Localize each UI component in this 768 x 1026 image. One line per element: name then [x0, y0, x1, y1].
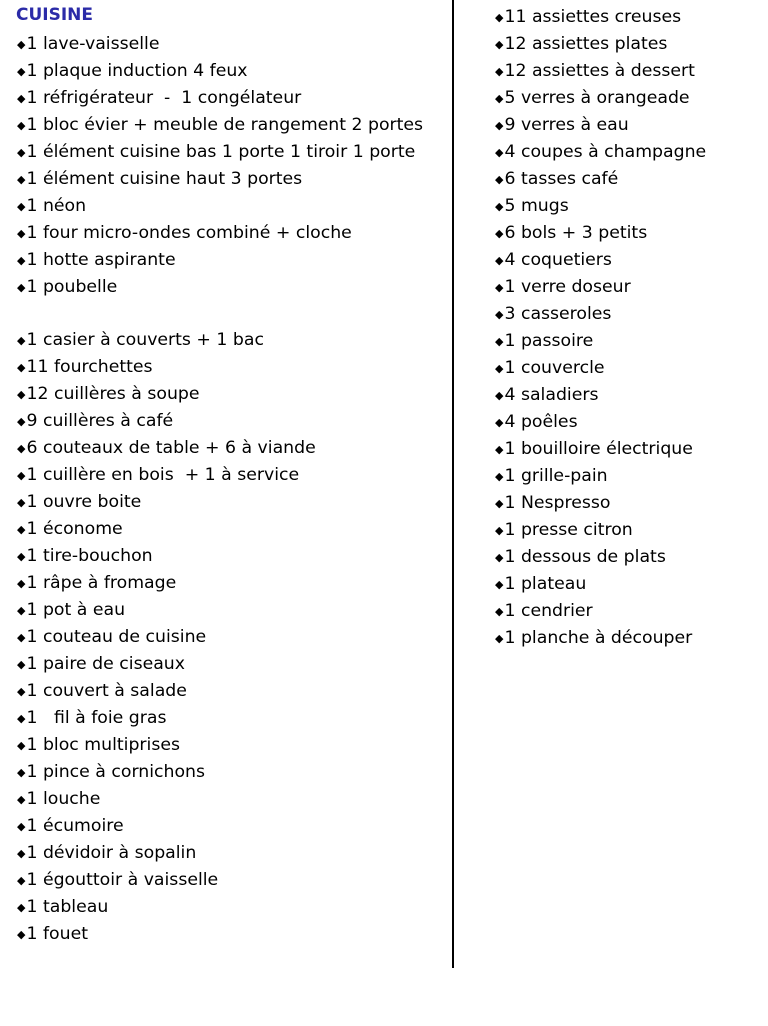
list-item-text: 1 dévidoir à sopalin	[26, 843, 197, 863]
list-item	[16, 381, 446, 408]
list-item	[16, 570, 446, 597]
diamond-bullet-icon: ◆	[17, 928, 26, 941]
diamond-bullet-icon: ◆	[17, 604, 26, 617]
list-item	[494, 58, 764, 85]
diamond-bullet-icon: ◆	[495, 200, 504, 213]
list-item	[16, 489, 446, 516]
list-item-text: 1 fil à foie gras	[26, 708, 167, 728]
diamond-bullet-icon: ◆	[17, 173, 26, 186]
right-column	[494, 4, 764, 652]
diamond-bullet-icon: ◆	[495, 227, 504, 240]
list-item-text: 12 cuillères à soupe	[26, 384, 200, 404]
list-item-text: 9 cuillères à café	[26, 411, 174, 431]
diamond-bullet-icon: ◆	[495, 65, 504, 78]
list-item	[16, 408, 446, 435]
list-item-text: 1 verre doseur	[504, 277, 631, 297]
diamond-bullet-icon: ◆	[17, 496, 26, 509]
list-item	[16, 139, 446, 166]
list-item	[16, 58, 446, 85]
list-item-text: 1 passoire	[504, 331, 594, 351]
list-item	[16, 597, 446, 624]
list-item	[16, 651, 446, 678]
list-item-text: 4 coupes à champagne	[504, 142, 707, 162]
list-item	[16, 624, 446, 651]
diamond-bullet-icon: ◆	[495, 11, 504, 24]
list-item-text: 12 assiettes plates	[504, 34, 668, 54]
list-item-text: 1 pot à eau	[26, 600, 126, 620]
list-item	[16, 354, 446, 381]
list-item	[494, 220, 764, 247]
list-item	[16, 247, 446, 274]
list-item-text: 1 ouvre boite	[26, 492, 142, 512]
diamond-bullet-icon: ◆	[495, 38, 504, 51]
diamond-bullet-icon: ◆	[495, 524, 504, 537]
list-item-text: 6 tasses café	[504, 169, 619, 189]
diamond-bullet-icon: ◆	[17, 469, 26, 482]
list-item	[494, 571, 764, 598]
list-item-text: 1 casier à couverts + 1 bac	[26, 330, 264, 350]
diamond-bullet-icon: ◆	[17, 523, 26, 536]
diamond-bullet-icon: ◆	[17, 442, 26, 455]
list-item-text: 1 bloc évier + meuble de rangement 2 portes	[26, 115, 424, 135]
diamond-bullet-icon: ◆	[495, 632, 504, 645]
inventory-list-utensils	[16, 327, 446, 948]
list-item	[16, 867, 446, 894]
diamond-bullet-icon: ◆	[17, 146, 26, 159]
list-item-text: 1 couvercle	[504, 358, 605, 378]
list-item-text: 1 louche	[26, 789, 101, 809]
list-item-text: 4 coquetiers	[504, 250, 612, 270]
list-item-text: 1 Nespresso	[504, 493, 611, 513]
list-item	[494, 544, 764, 571]
list-item-text: 1 égouttoir à vaisselle	[26, 870, 219, 890]
list-item	[494, 463, 764, 490]
list-item	[16, 220, 446, 247]
list-item	[494, 193, 764, 220]
diamond-bullet-icon: ◆	[17, 793, 26, 806]
diamond-bullet-icon: ◆	[17, 281, 26, 294]
list-item	[16, 705, 446, 732]
list-item-text: 3 casseroles	[504, 304, 612, 324]
list-item-text: 1 planche à découper	[504, 628, 693, 648]
list-item-text: 1 bloc multiprises	[26, 735, 180, 755]
list-item-text: 1 fouet	[26, 924, 88, 944]
diamond-bullet-icon: ◆	[17, 200, 26, 213]
list-item-text: 9 verres à eau	[504, 115, 629, 135]
list-item	[494, 328, 764, 355]
list-item-text: 1 cendrier	[504, 601, 593, 621]
diamond-bullet-icon: ◆	[17, 415, 26, 428]
diamond-bullet-icon: ◆	[17, 577, 26, 590]
list-item	[16, 813, 446, 840]
diamond-bullet-icon: ◆	[495, 497, 504, 510]
list-item-text: 1 paire de ciseaux	[26, 654, 185, 674]
diamond-bullet-icon: ◆	[17, 65, 26, 78]
list-item	[16, 732, 446, 759]
list-item	[494, 85, 764, 112]
list-item	[16, 166, 446, 193]
list-item	[16, 786, 446, 813]
list-item-text: 1 cuillère en bois + 1 à service	[26, 465, 300, 485]
list-item	[494, 436, 764, 463]
list-item	[494, 625, 764, 652]
diamond-bullet-icon: ◆	[495, 443, 504, 456]
list-item-text: 1 élément cuisine bas 1 porte 1 tiroir 1 porte	[26, 142, 416, 162]
list-item	[16, 85, 446, 112]
list-item-text: 1 dessous de plats	[504, 547, 666, 567]
diamond-bullet-icon: ◆	[17, 739, 26, 752]
list-item-text: 1 réfrigérateur - 1 congélateur	[26, 88, 302, 108]
diamond-bullet-icon: ◆	[495, 551, 504, 564]
diamond-bullet-icon: ◆	[17, 227, 26, 240]
list-item-text: 1 néon	[26, 196, 87, 216]
list-item	[16, 894, 446, 921]
left-column	[16, 4, 446, 948]
list-item-text: 4 saladiers	[504, 385, 599, 405]
list-item-text: 1 presse citron	[504, 520, 633, 540]
diamond-bullet-icon: ◆	[495, 470, 504, 483]
list-item	[16, 759, 446, 786]
diamond-bullet-icon: ◆	[17, 658, 26, 671]
list-spacer	[16, 301, 446, 327]
list-item	[16, 435, 446, 462]
list-item	[16, 327, 446, 354]
diamond-bullet-icon: ◆	[495, 416, 504, 429]
list-item	[494, 274, 764, 301]
diamond-bullet-icon: ◆	[495, 389, 504, 402]
diamond-bullet-icon: ◆	[495, 254, 504, 267]
list-item-text: 6 couteaux de table + 6 à viande	[26, 438, 316, 458]
list-item-text: 1 pince à cornichons	[26, 762, 206, 782]
list-item-text: 1 écumoire	[26, 816, 124, 836]
list-item	[16, 193, 446, 220]
list-item	[494, 4, 764, 31]
diamond-bullet-icon: ◆	[495, 281, 504, 294]
diamond-bullet-icon: ◆	[17, 631, 26, 644]
list-item-text: 11 fourchettes	[26, 357, 153, 377]
list-item-text: 1 bouilloire électrique	[504, 439, 693, 459]
diamond-bullet-icon: ◆	[17, 361, 26, 374]
list-item	[16, 516, 446, 543]
list-item	[16, 543, 446, 570]
diamond-bullet-icon: ◆	[495, 362, 504, 375]
diamond-bullet-icon: ◆	[495, 173, 504, 186]
list-item	[16, 921, 446, 948]
list-item-text: 5 verres à orangeade	[504, 88, 690, 108]
list-item	[16, 462, 446, 489]
diamond-bullet-icon: ◆	[17, 388, 26, 401]
list-item-text: 1 plateau	[504, 574, 587, 594]
list-item	[494, 598, 764, 625]
diamond-bullet-icon: ◆	[17, 874, 26, 887]
list-item-text: 1 tire-bouchon	[26, 546, 153, 566]
diamond-bullet-icon: ◆	[495, 92, 504, 105]
list-item-text: 1 grille-pain	[504, 466, 608, 486]
list-item-text: 1 économe	[26, 519, 123, 539]
list-item-text: 5 mugs	[504, 196, 569, 216]
list-item	[494, 166, 764, 193]
inventory-list-appliances	[16, 31, 446, 301]
list-item	[494, 139, 764, 166]
diamond-bullet-icon: ◆	[495, 119, 504, 132]
list-item	[494, 490, 764, 517]
inventory-list-tableware	[494, 4, 764, 652]
diamond-bullet-icon: ◆	[17, 334, 26, 347]
diamond-bullet-icon: ◆	[495, 308, 504, 321]
list-item	[494, 409, 764, 436]
diamond-bullet-icon: ◆	[17, 685, 26, 698]
list-item-text: 11 assiettes creuses	[504, 7, 682, 27]
list-item	[494, 517, 764, 544]
list-item-text: 1 élément cuisine haut 3 portes	[26, 169, 303, 189]
diamond-bullet-icon: ◆	[17, 901, 26, 914]
list-item-text: 6 bols + 3 petits	[504, 223, 648, 243]
section-title: CUISINE	[16, 5, 94, 25]
list-item-text: 1 râpe à fromage	[26, 573, 177, 593]
list-item	[16, 31, 446, 58]
diamond-bullet-icon: ◆	[17, 119, 26, 132]
list-item-text: 1 tableau	[26, 897, 109, 917]
list-item	[494, 382, 764, 409]
list-item	[494, 31, 764, 58]
list-item	[16, 112, 446, 139]
list-item-text: 1 plaque induction 4 feux	[26, 61, 248, 81]
column-divider	[452, 0, 454, 968]
list-item-text: 1 lave-vaisselle	[26, 34, 160, 54]
list-item	[16, 678, 446, 705]
diamond-bullet-icon: ◆	[17, 712, 26, 725]
diamond-bullet-icon: ◆	[495, 578, 504, 591]
diamond-bullet-icon: ◆	[17, 38, 26, 51]
list-item-text: 1 couvert à salade	[26, 681, 187, 701]
list-item	[16, 274, 446, 301]
diamond-bullet-icon: ◆	[17, 847, 26, 860]
diamond-bullet-icon: ◆	[495, 146, 504, 159]
diamond-bullet-icon: ◆	[17, 550, 26, 563]
list-item	[494, 112, 764, 139]
list-item	[494, 301, 764, 328]
list-item-text: 1 four micro-ondes combiné + cloche	[26, 223, 352, 243]
diamond-bullet-icon: ◆	[17, 766, 26, 779]
diamond-bullet-icon: ◆	[17, 92, 26, 105]
list-item-text: 1 hotte aspirante	[26, 250, 176, 270]
diamond-bullet-icon: ◆	[495, 335, 504, 348]
list-item	[16, 840, 446, 867]
diamond-bullet-icon: ◆	[17, 820, 26, 833]
diamond-bullet-icon: ◆	[495, 605, 504, 618]
diamond-bullet-icon: ◆	[17, 254, 26, 267]
list-item-text: 4 poêles	[504, 412, 578, 432]
list-item	[494, 247, 764, 274]
list-item	[494, 355, 764, 382]
list-item-text: 1 poubelle	[26, 277, 118, 297]
list-item-text: 12 assiettes à dessert	[504, 61, 695, 81]
list-item-text: 1 couteau de cuisine	[26, 627, 207, 647]
